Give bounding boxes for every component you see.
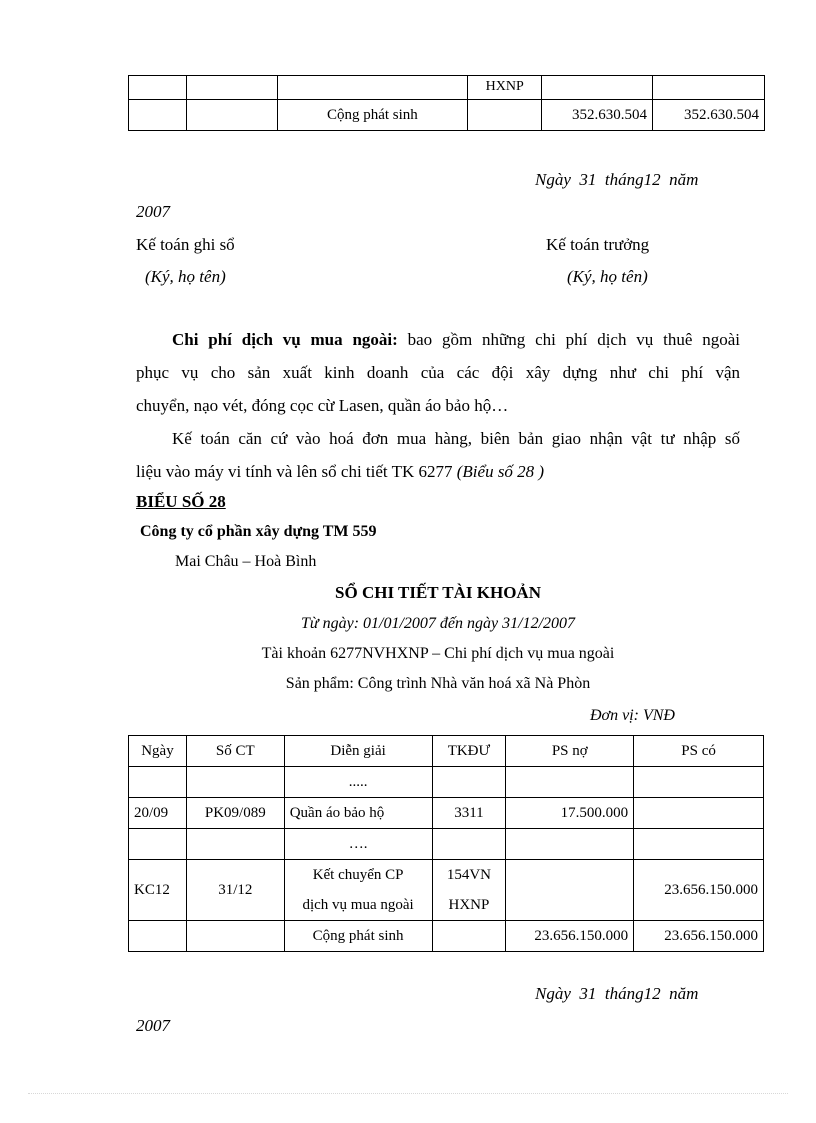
date-line: Ngày 31 tháng12 năm	[535, 170, 699, 189]
table-cell	[186, 829, 284, 860]
page-edge-divider	[28, 1093, 788, 1094]
table-cell	[129, 76, 187, 100]
table-cell	[542, 76, 653, 100]
table-cell: 23.656.150.000	[506, 921, 634, 952]
table-cell	[432, 921, 506, 952]
table-cell: ….	[284, 829, 432, 860]
table-header-row	[129, 736, 764, 767]
paragraph-services	[136, 323, 740, 422]
paragraph-text: bao gồm những chi phí dịch vụ thuê ngoài	[397, 330, 740, 349]
table-cell	[506, 860, 634, 921]
table-cell	[129, 767, 187, 798]
table-cell: Quần áo bảo hộ	[284, 798, 432, 829]
table-cell	[506, 829, 634, 860]
table-cell	[634, 829, 764, 860]
table-cell: 20/09	[129, 798, 187, 829]
signature-right-sub: (Ký, họ tên)	[567, 267, 648, 286]
table-cell	[468, 100, 542, 131]
table-cell: 352.630.504	[653, 100, 765, 131]
report-account: Tài khoản 6277NVHXNP – Chi phí dịch vụ mua ngoài	[261, 645, 615, 662]
summary-table-top	[128, 75, 765, 131]
ledger-table	[128, 735, 764, 952]
date-year: 2007	[136, 1016, 170, 1035]
signature-left-title: Kế toán ghi sổ	[136, 235, 235, 254]
table-cell	[432, 860, 506, 921]
paragraph-line: phục vụ cho sản xuất kinh doanh của các đội xây dựng như chi phí vận	[136, 363, 740, 382]
paragraph-text: liệu vào máy vi tính và lên sổ chi tiết TK 6277	[136, 462, 457, 481]
table-cell: Cộng phát sinh	[277, 100, 468, 131]
table-row	[129, 767, 764, 798]
table-cell	[129, 829, 187, 860]
column-header: PS có	[634, 736, 764, 767]
column-header: Diễn giải	[284, 736, 432, 767]
paragraph-line	[136, 323, 740, 356]
company-name: Công ty cổ phần xây dựng TM 559	[140, 523, 377, 540]
table-cell	[186, 100, 277, 131]
table-cell	[284, 860, 432, 921]
table-cell	[129, 100, 187, 131]
column-header: Ngày	[129, 736, 187, 767]
date-line: Ngày 31 tháng12 năm	[535, 984, 699, 1003]
paragraph-accounting	[136, 422, 740, 488]
report-unit: Đơn vị: VNĐ	[590, 707, 675, 724]
table-cell: PK09/089	[186, 798, 284, 829]
paragraph-ref: (Biểu số 28 )	[456, 462, 545, 481]
table-cell: 23.656.150.000	[634, 921, 764, 952]
table-total-row	[129, 921, 764, 952]
paragraph-line: chuyển, nạo vét, đóng cọc cừ Lasen, quần áo bảo hộ…	[136, 396, 509, 415]
cell-line: 154VN	[446, 867, 491, 883]
table-cell	[277, 76, 468, 100]
cell-line: Kết chuyển CP	[312, 867, 404, 883]
table-cell	[186, 921, 284, 952]
signature-right-title: Kế toán trưởng	[546, 235, 650, 254]
table-cell	[634, 798, 764, 829]
table-cell: Cộng phát sinh	[284, 921, 432, 952]
paragraph-line	[136, 455, 740, 488]
column-header: TKĐƯ	[432, 736, 506, 767]
table-cell	[186, 76, 277, 100]
table-cell	[432, 767, 506, 798]
table-row	[129, 76, 765, 100]
signature-left-sub: (Ký, họ tên)	[145, 267, 226, 286]
paragraph-line: Kế toán căn cứ vào hoá đơn mua hàng, biên bản giao nhận vật tư nhập số	[172, 429, 740, 448]
table-row	[129, 860, 764, 921]
table-cell: HXNP	[468, 76, 542, 100]
column-header: Số CT	[186, 736, 284, 767]
table-cell: 31/12	[186, 860, 284, 921]
report-period: Từ ngày: 01/01/2007 đến ngày 31/12/2007	[300, 615, 576, 632]
form-label: BIỂU SỐ 28	[136, 492, 226, 511]
table-row	[129, 100, 765, 131]
table-cell: 3311	[432, 798, 506, 829]
column-header: PS nợ	[506, 736, 634, 767]
cell-line: dịch vụ mua ngoài	[302, 897, 414, 913]
table-cell	[432, 829, 506, 860]
cell-line: HXNP	[448, 897, 490, 913]
company-address: Mai Châu – Hoà Bình	[175, 553, 317, 570]
paragraph-lead: Chi phí dịch vụ mua ngoài:	[172, 330, 398, 349]
table-cell	[634, 767, 764, 798]
report-product: Sản phẩm: Công trình Nhà văn hoá xã Nà Phòn	[285, 675, 591, 692]
table-cell: .....	[284, 767, 432, 798]
table-row	[129, 829, 764, 860]
table-cell: 23.656.150.000	[634, 860, 764, 921]
table-cell	[186, 767, 284, 798]
table-cell	[506, 767, 634, 798]
table-cell	[653, 76, 765, 100]
table-cell	[129, 921, 187, 952]
table-cell: 352.630.504	[542, 100, 653, 131]
report-title: SỔ CHI TIẾT TÀI KHOẢN	[335, 583, 541, 602]
table-cell: 17.500.000	[506, 798, 634, 829]
table-row	[129, 798, 764, 829]
table-cell: KC12	[129, 860, 187, 921]
date-year: 2007	[136, 202, 170, 221]
